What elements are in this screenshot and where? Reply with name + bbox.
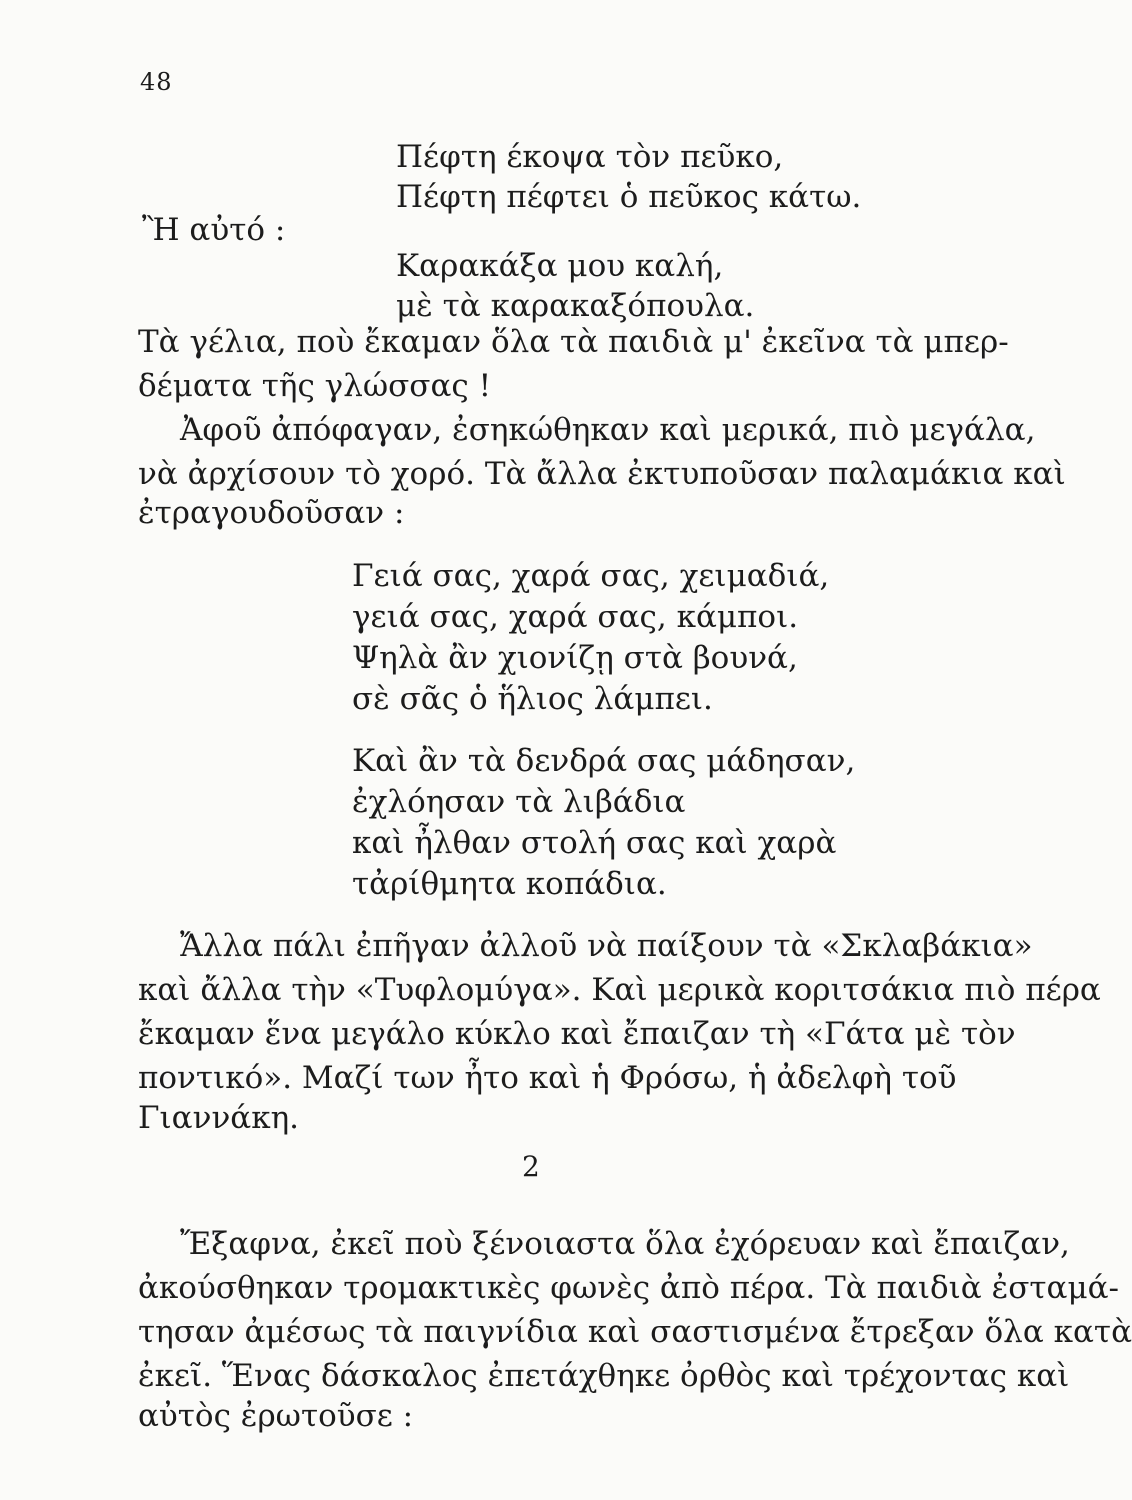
verse-line: μὲ τὰ καρακαξόπουλα.	[396, 288, 755, 324]
paragraph-line: Γιαννάκη.	[138, 1100, 300, 1136]
song-line: Καὶ ἂν τὰ δενδρά σας μάδησαν,	[352, 743, 856, 779]
verse-line: Πέφτη έκοψα τὸν πεῦκο,	[396, 139, 784, 175]
paragraph-line: ἐκεῖ. Ἕνας δάσκαλος ἐπετάχθηκε ὀρθὸς καὶ τρέχοντας καὶ	[138, 1358, 1070, 1394]
song-line: καὶ ἦλθαν στολή σας καὶ χαρὰ	[352, 825, 837, 861]
paragraph-line: τησαν ἀμέσως τὰ παιγνίδια καὶ σαστισμένα ἔτρεξαν ὅλα κατὰ	[138, 1314, 1132, 1350]
song-line: Γειά σας, χαρά σας, χειμαδιά,	[352, 558, 830, 594]
song-line: σὲ σᾶς ὁ ἥλιος λάμπει.	[352, 681, 713, 717]
paragraph-line: ἔκαμαν ἕνα μεγάλο κύκλο καὶ ἔπαιζαν τὴ «Γάτα μὲ τὸν	[138, 1016, 1016, 1052]
paragraph-line: δέματα τῆς γλώσσας !	[138, 368, 492, 404]
song-line: Ψηλὰ ἂν χιονίζῃ στὰ βουνά,	[352, 640, 798, 676]
paragraph-line: Ἀφοῦ ἀπόφαγαν, ἐσηκώθηκαν καὶ μερικά, πιὸ μεγάλα,	[180, 412, 1036, 448]
song-line: τἀρίθμητα κοπάδια.	[352, 866, 667, 902]
paragraph-line: νὰ ἀρχίσουν τὸ χορό. Τὰ ἄλλα ἐκτυποῦσαν παλαμάκια καὶ	[138, 456, 1066, 492]
paragraph-line: Ἔξαφνα, ἐκεῖ ποὺ ξένοιαστα ὅλα ἐχόρευαν καὶ ἔπαιζαν,	[180, 1226, 1070, 1262]
paragraph-line: ποντικό». Μαζί των ἦτο καὶ ἡ Φρόσω, ἡ ἀδελφὴ τοῦ	[138, 1060, 957, 1096]
song-line: γειά σας, χαρά σας, κάμποι.	[352, 599, 799, 635]
paragraph-line: ἐτραγουδοῦσαν :	[138, 495, 405, 531]
paragraph-line: ἀκούσθηκαν τρομακτικὲς φωνὲς ἀπὸ πέρα. Τὰ παιδιὰ ἐσταμά-	[138, 1270, 1120, 1306]
alternative-label: Ἢ αὐτό :	[142, 212, 286, 248]
section-number: 2	[522, 1150, 540, 1183]
song-line: ἐχλόησαν τὰ λιβάδια	[352, 784, 686, 820]
paragraph-line: Τὰ γέλια, ποὺ ἔκαμαν ὅλα τὰ παιδιὰ μ' ἐκεῖνα τὰ μπερ-	[138, 324, 1009, 360]
verse-line: Καρακάξα μου καλή,	[396, 248, 724, 284]
paragraph-line: καὶ ἄλλα τὴν «Τυφλομύγα». Καὶ μερικὰ κοριτσάκια πιὸ πέρα	[138, 972, 1101, 1008]
verse-line: Πέφτη πέφτει ὁ πεῦκος κάτω.	[396, 179, 862, 215]
paragraph-line: αὐτὸς ἐρωτοῦσε :	[138, 1398, 414, 1434]
page-number: 48	[140, 68, 173, 96]
paragraph-line: Ἄλλα πάλι ἐπῆγαν ἀλλοῦ νὰ παίξουν τὰ «Σκλαβάκια»	[180, 928, 1033, 964]
